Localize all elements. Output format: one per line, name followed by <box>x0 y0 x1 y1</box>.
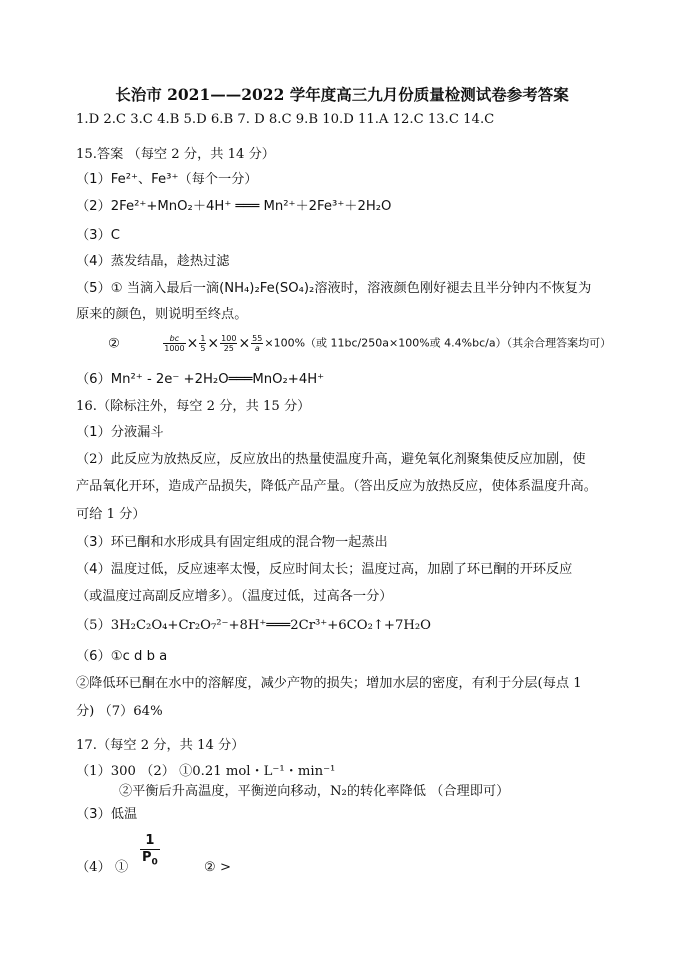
q17-header: 17.（每空 2 分，共 14 分） <box>76 738 245 753</box>
fraction-4: $\frac{55}{a}$ <box>252 334 263 353</box>
fraction-3: $\frac{100}{25}$ <box>221 334 237 353</box>
q16-answer-2-line3: 可给 1 分） <box>76 507 146 522</box>
q16-answer-2-line1: （2）此反应为放热反应，反应放出的热量使温度升高，避免氧化剂聚集使反应加剧，使 <box>76 452 586 467</box>
q15-answer-5-line2: 原来的颜色，则说明至终点。 <box>76 307 248 322</box>
q16-answer-6-2-line2: 分) （7）64% <box>76 704 163 719</box>
q16-header: 16.（除标注外，每空 2 分，共 15 分） <box>76 399 311 414</box>
page-title: 长治市 2021——2022 学年度高三九月份质量检测试卷参考答案 <box>115 85 569 104</box>
q16-answer-5: （5）3H₂C₂O₄+Cr₂O₇²⁻+8H⁺═══2Cr³⁺+6CO₂↑+7H₂O <box>76 618 431 633</box>
formula-label: ② <box>108 336 120 352</box>
q16-answer-1: （1）分液漏斗 <box>76 425 164 440</box>
q17-answer-2-2: ②平衡后升高温度，平衡逆向移动，N₂的转化率降低 （合理即可） <box>119 784 510 799</box>
q15-answer-1: （1）Fe²⁺、Fe³⁺（每个一分） <box>76 172 258 187</box>
q15-answer-4: （4）蒸发结晶，趁热过滤 <box>76 254 230 269</box>
q16-answer-6-2-line1: ②降低环已酮在水中的溶解度，减少产物的损失；增加水层的密度，有利于分层(每点 1 <box>76 676 582 691</box>
q16-answer-4-line1: （4）温度过低，反应速率太慢，反应时间太长；温度过高，加剧了环已酮的开环反应 <box>76 562 573 577</box>
q15-answer-2: （2）2Fe²⁺+MnO₂＋4H⁺ ═══ Mn²⁺＋2Fe³⁺＋2H₂O <box>76 199 392 214</box>
q17-answer-4-label: （4） ① <box>76 860 129 875</box>
q15-header: 15.答案 （每空 2 分，共 14 分） <box>76 147 275 162</box>
q17-answer-4-fraction: $\frac{1}{P_0}$ <box>142 833 158 868</box>
fraction-1: $\frac{bc}{1000}$ <box>164 334 185 353</box>
q16-answer-6: （6）①c d b a <box>76 649 168 664</box>
choice-answers: 1.D 2.C 3.C 4.B 5.D 6.B 7. D 8.C 9.B 10.D 11.A 12.C 13.C 14.C <box>76 112 495 127</box>
q17-answer-4-part2: ② > <box>204 860 232 875</box>
q15-answer-6: （6）Mn²⁺ - 2e⁻ +2H₂O═══MnO₂+4H⁺ <box>76 372 325 387</box>
fraction-2: $\frac{1}{5}$ <box>200 334 206 353</box>
q17-answer-1-2: （1）300 （2） ①0.21 mol・L⁻¹・min⁻¹ <box>76 764 336 779</box>
formula-tail: ×100%（或 11bc/250a×100%或 4.4%bc/a）（其余合理答案均可） <box>264 336 612 350</box>
q17-answer-3: （3）低温 <box>76 807 138 822</box>
q16-answer-2-line2: 产品氧化开环，造成产品损失，降低产品产量。（答出反应为放热反应，使体系温度升高。 <box>76 479 597 494</box>
q16-answer-3: （3）环已酮和水形成具有固定组成的混合物一起蒸出 <box>76 535 388 550</box>
q15-answer-3: （3）C <box>76 228 120 243</box>
q15-answer-5-formula: ② $\frac{bc}{1000}$ × $\frac{1}{5}$ × $\frac{100}{25}$ × $\frac{55}{a}$ ×100%（或 11bc/250a×100%或 4.4%bc/a）（其余合理答案均可） <box>108 334 612 353</box>
q15-answer-5-line1: （5）① 当滴入最后一滴(NH₄)₂Fe(SO₄)₂溶液时，溶液颜色刚好褪去且半分钟内不恢复为 <box>76 281 592 296</box>
q16-answer-4-line2: （或温度过高副反应增多）。（温度过低，过高各一分） <box>76 589 393 604</box>
